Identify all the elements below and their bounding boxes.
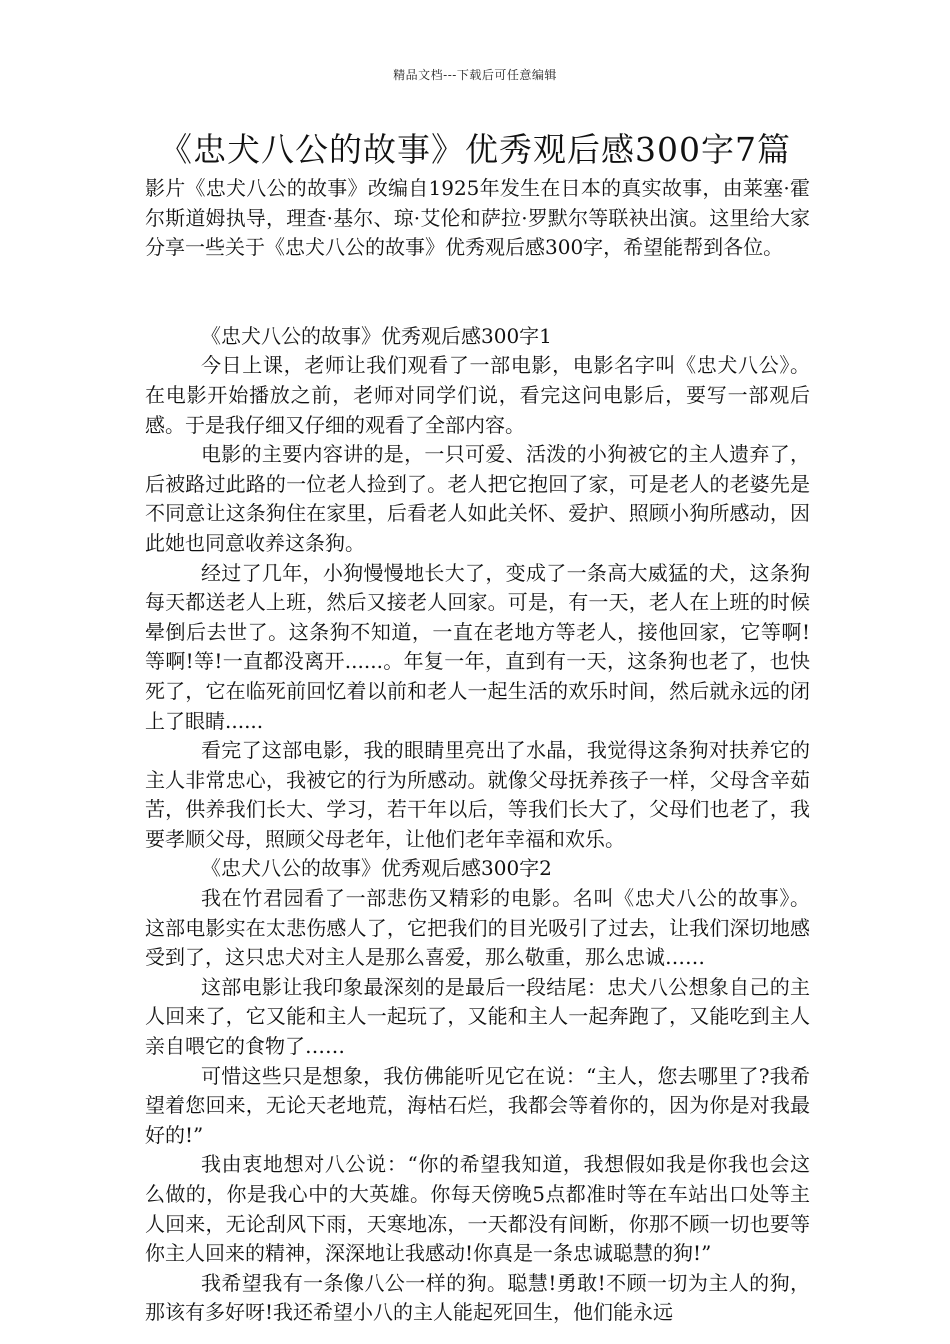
body-paragraph: 看完了这部电影，我的眼睛里亮出了水晶，我觉得这条狗对扶养它的主人非常忠心，我被它的行为所感动。就像父母抚养孩子一样，父母含辛茹苦，供养我们长大、学习，若干年以后，等我们长大了，父母们也老了，我要孝顺父母，照顾父母老年，让他们老年幸福和欢乐。 [145,738,810,851]
body-paragraph: 经过了几年，小狗慢慢地长大了，变成了一条高大威猛的犬，这条狗每天都送老人上班，然后又接老人回家。可是，有一天，老人在上班的时候晕倒后去世了。这条狗不知道，一直在老地方等老人，接他回家，它等啊!等啊!等!一直都没离开......。年复一年，直到有一天，这条狗也老了，也快死了，它在临死前回忆着以前和老人一起生活的欢乐时间，然后就永远的闭上了眼睛...... [145,560,810,733]
body-paragraph: 我由衷地想对八公说：“你的希望我知道，我想假如我是你我也会这么做的，你是我心中的大英雄。你每天傍晚5点都准时等在车站出口处等主人回来，无论刮风下雨，天寒地冻，一天都没有间断，你那不顾一切也要等你主人回来的精神，深深地让我感动!你真是一条忠诚聪慧的狗!” [145,1152,810,1266]
document-title: 《忠犬八公的故事》优秀观后感300字7篇 [159,130,791,169]
section-spacer [145,263,810,322]
document-body [145,174,810,1328]
body-paragraph: 这部电影让我印象最深刻的是最后一段结尾：忠犬八公想象自己的主人回来了，它又能和主人一起玩了，又能和主人一起奔跑了，又能吃到主人亲自喂它的食物了…… [145,974,810,1059]
intro-paragraph: 影片《忠犬八公的故事》改编自1925年发生在日本的真实故事，由莱塞·霍尔斯道姆执导，理查·基尔、琼·艾伦和萨拉·罗默尔等联袂出演。这里给大家分享一些关于《忠犬八公的故事》优秀观后感300字，希望能帮到各位。 [145,176,810,260]
section-heading-1: 《忠犬八公的故事》优秀观后感300字1 [201,323,552,348]
body-paragraph: 电影的主要内容讲的是，一只可爱、活泼的小狗被它的主人遗弃了，后被路过此路的一位老人捡到了。老人把它抱回了家，可是老人的老婆先是不同意让这条狗住在家里，后看老人如此关怀、爱护、照顾小狗所感动，因此她也同意收养这条狗。 [145,442,810,555]
section-heading-2: 《忠犬八公的故事》优秀观后感300字2 [201,856,552,881]
body-paragraph: 我在竹君园看了一部悲伤又精彩的电影。名叫《忠犬八公的故事》。这部电影实在太悲伤感人了，它把我们的目光吸引了过去，让我们深切地感受到了，这只忠犬对主人是那么喜爱，那么敬重，那么忠诚…… [145,886,810,970]
header-note: 精品文档---下载后可任意编辑 [393,68,557,82]
body-paragraph: 我希望我有一条像八公一样的狗。聪慧!勇敢!不顾一切为主人的狗，那该有多好呀!我还希望小八的主人能起死回生，他们能永远 [145,1270,810,1325]
body-paragraph: 可惜这些只是想象，我仿佛能听见它在说：“主人，您去哪里了?我希望着您回来，无论天老地荒，海枯石烂，我都会等着你的，因为你是对我最好的!” [145,1063,810,1147]
body-paragraph: 今日上课，老师让我们观看了一部电影，电影名字叫《忠犬八公》。在电影开始播放之前，老师对同学们说，看完这问电影后，要写一部观后感。于是我仔细又仔细的观看了全部内容。 [145,353,810,437]
